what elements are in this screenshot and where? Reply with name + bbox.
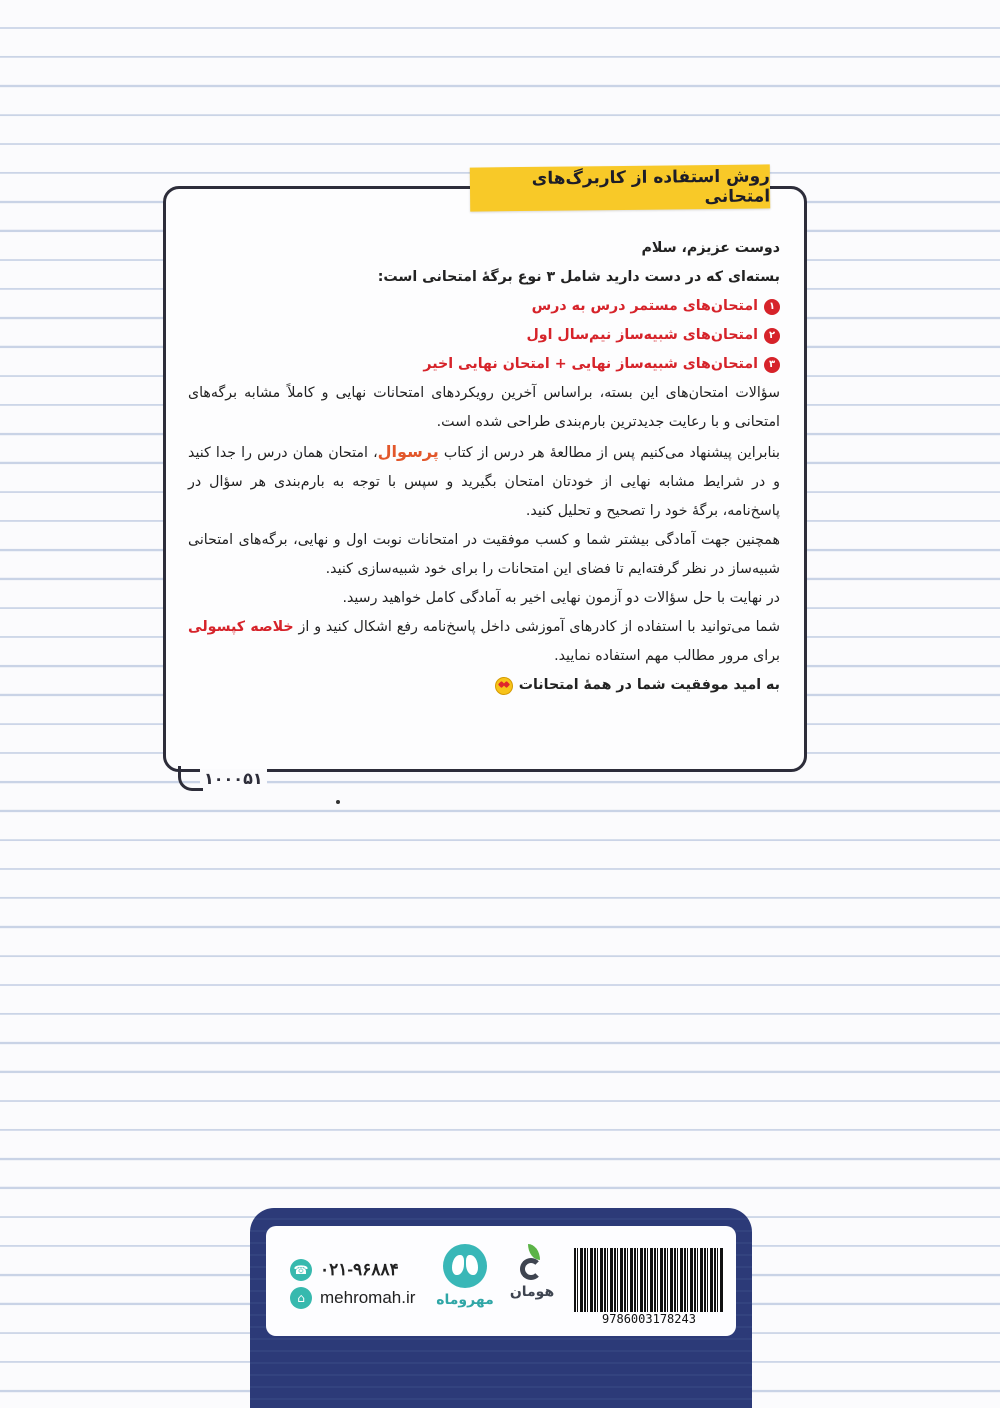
paragraph-resources-start: شما می‌توانید با استفاده از کادرهای آموزشی داخل پاسخ‌نامه رفع اشکال کنید و از <box>293 619 781 635</box>
butterfly-icon <box>443 1244 487 1288</box>
exam-type-item-1 <box>188 292 780 321</box>
greeting-text: دوست عزیزم، سلام <box>641 240 780 256</box>
mehromah-logo <box>430 1244 500 1308</box>
closing-line <box>188 671 780 700</box>
paragraph-resources <box>188 613 780 671</box>
mehromah-logo-text: مهروماه <box>436 1292 494 1308</box>
paragraph-approach: سؤالات امتحان‌های این بسته، براساس آخرین رویکردهای امتحانات نهایی و کاملاً مشابه برگه‌های امتحانی و با رعایت جدیدترین بارم‌بندی طراحی شده است. <box>188 385 780 430</box>
paragraph-simulator: همچنین جهت آمادگی بیشتر شما و کسب موفقیت در امتحانات نوبت اول و نهایی، برگه‌های امتحانی شبیه‌ساز در نظر گرفته‌ایم تا فضای این امتحانات را برای خود شبیه‌سازی کنید. <box>188 532 780 577</box>
homan-logo-text: هومان <box>509 1284 555 1300</box>
exam-type-label-3: امتحان‌های شبیه‌ساز نهایی + امتحان نهایی اخیر <box>423 356 758 372</box>
paragraph-recommendation-start: بنابراین پیشنهاد می‌کنیم پس از مطالعهٔ هر درس از کتاب <box>438 445 780 461</box>
contact-website <box>290 1287 415 1309</box>
title-label: روش استفاده از کاربرگ‌های امتحانی <box>470 164 770 211</box>
homan-logo <box>508 1244 556 1300</box>
exam-type-label-1: امتحان‌های مستمر درس به درس <box>531 298 758 314</box>
intro-text: بسته‌ای که در دست دارید شامل ۳ نوع برگهٔ امتحانی است: <box>377 269 780 285</box>
paragraph-recommendation <box>188 437 780 526</box>
closing-text: به امید موفقیت شما در همهٔ امتحانات <box>518 677 780 693</box>
paragraph-final: در نهایت با حل سؤالات دو آزمون نهایی اخیر به آمادگی کامل خواهید رسید. <box>342 590 780 606</box>
ink-dot <box>336 800 340 804</box>
exam-type-label-2: امتحان‌های شبیه‌ساز نیم‌سال اول <box>526 327 758 343</box>
homan-logo-icon <box>518 1244 546 1284</box>
number-badge-3: ۳ <box>764 357 780 373</box>
paragraph-resources-end: برای مرور مطالب مهم استفاده نمایید. <box>554 648 780 664</box>
number-badge-1: ۱ <box>764 299 780 315</box>
heart-eyes-emoji-icon <box>495 677 513 695</box>
serial-number: ۱۰۰۰۵۱ <box>200 769 267 788</box>
book-brand-name: پرسوال <box>377 442 439 461</box>
isbn-number: 9786003178243 <box>602 1312 696 1326</box>
instruction-content <box>188 230 780 700</box>
contact-phone <box>290 1259 399 1281</box>
phone-number: ۰۲۱-۹۶۸۸۴ <box>320 1260 399 1279</box>
capsule-summary-highlight: خلاصه کپسولی <box>188 619 294 635</box>
paragraph-recommendation-end: ، امتحان همان درس را جدا کنید و در شرایط مشابه نهایی از خودتان امتحان بگیرید و سپس با توجه به بارم‌بندی هر سؤال در پاسخ‌نامه، برگهٔ خود را تصحیح و تحلیل کنید. <box>188 445 780 519</box>
phone-icon: ☎ <box>290 1259 312 1281</box>
number-badge-2: ۲ <box>764 328 780 344</box>
website-link[interactable]: mehromah.ir <box>320 1288 416 1307</box>
home-icon: ⌂ <box>290 1287 312 1309</box>
barcode <box>574 1248 724 1312</box>
exam-type-item-3 <box>188 350 780 379</box>
exam-type-item-2 <box>188 321 780 350</box>
